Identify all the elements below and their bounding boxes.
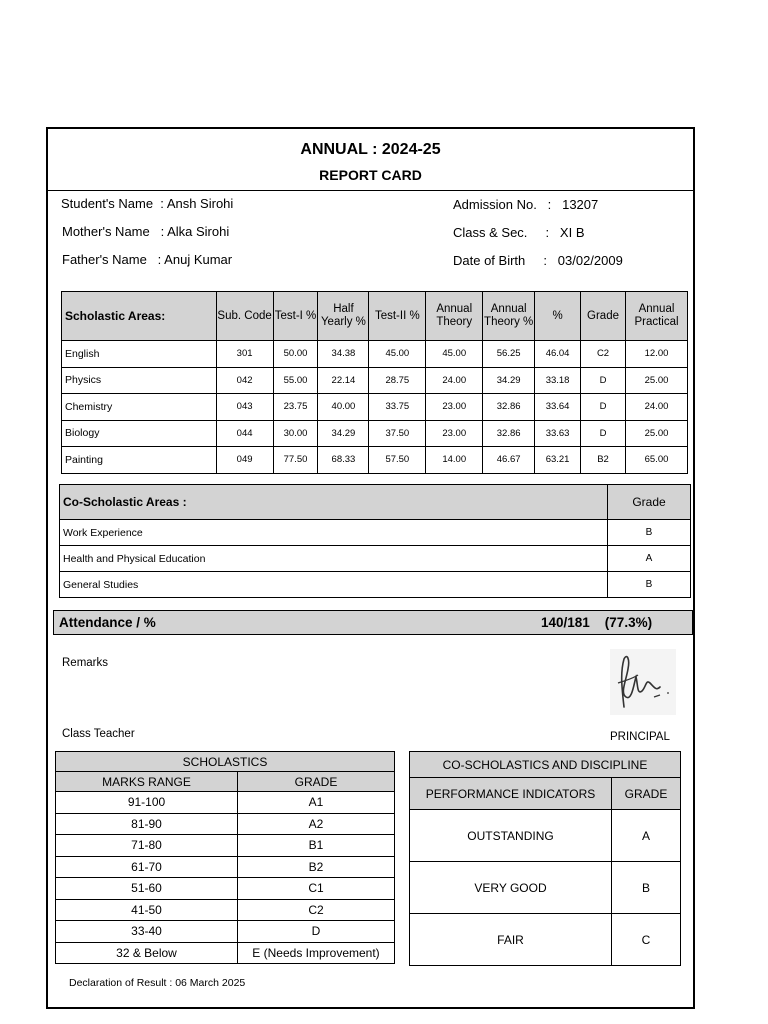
table-cell: 25.00: [626, 367, 688, 394]
table-cell: 77.50: [273, 447, 318, 474]
table-row: [56, 835, 395, 857]
grade-value: A: [612, 810, 681, 862]
table-row: [56, 921, 395, 943]
table-cell: 24.00: [426, 367, 483, 394]
table-cell: 63.21: [535, 447, 581, 474]
father-name: Father's Name : Anuj Kumar: [62, 252, 233, 267]
table-cell: 30.00: [273, 420, 318, 447]
header-cell: Annual Theory: [426, 292, 483, 341]
scale-title: SCHOLASTICS: [56, 752, 395, 772]
table-row: [56, 942, 395, 964]
table-cell: 301: [216, 341, 273, 368]
table-row: [62, 367, 688, 394]
scholastic-table: [61, 291, 688, 474]
table-row: [62, 420, 688, 447]
marks-range: 51-60: [56, 878, 238, 900]
table-row: [56, 813, 395, 835]
table-row: [56, 899, 395, 921]
header-cell: Sub. Code: [216, 292, 273, 341]
marks-range: 41-50: [56, 899, 238, 921]
table-cell: 044: [216, 420, 273, 447]
header-cell: Annual Practical: [626, 292, 688, 341]
admission-no: Admission No. : 13207: [453, 197, 599, 212]
table-cell: 25.00: [626, 420, 688, 447]
declaration-text: Declaration of Result : 06 March 2025: [69, 977, 246, 989]
table-row: [60, 520, 691, 546]
co-grade-header: Grade: [608, 485, 691, 520]
performance-indicator: OUTSTANDING: [410, 810, 612, 862]
co-scholastic-table: [59, 484, 691, 598]
table-cell: D: [581, 367, 626, 394]
table-cell: 65.00: [626, 447, 688, 474]
performance-indicator: VERY GOOD: [410, 862, 612, 914]
table-cell: 37.50: [369, 420, 426, 447]
grade-value: B: [612, 862, 681, 914]
table-cell: 46.67: [483, 447, 535, 474]
student-name: Student's Name : Ansh Sirohi: [61, 196, 234, 211]
table-cell: 32.86: [483, 394, 535, 421]
grade-value: E (Needs Improvement): [238, 942, 395, 964]
table-cell: 33.64: [535, 394, 581, 421]
marks-range: 33-40: [56, 921, 238, 943]
class-teacher-label: Class Teacher: [62, 728, 135, 740]
grade-value: C: [612, 914, 681, 966]
table-cell: 45.00: [426, 341, 483, 368]
table-row: [56, 878, 395, 900]
table-cell: 28.75: [369, 367, 426, 394]
marks-range: 61-70: [56, 856, 238, 878]
table-cell: 043: [216, 394, 273, 421]
co-area: Work Experience: [60, 520, 608, 546]
co-scholastic-grade-scale: [409, 751, 681, 966]
scale-header-row: [56, 772, 395, 792]
table-cell: 45.00: [369, 341, 426, 368]
table-cell: 23.75: [273, 394, 318, 421]
co-area: General Studies: [60, 572, 608, 598]
table-cell: 33.75: [369, 394, 426, 421]
grade-value: B2: [238, 856, 395, 878]
mother-name: Mother's Name : Alka Sirohi: [62, 224, 230, 239]
header-cell: Grade: [581, 292, 626, 341]
header-cell: Half Yearly %: [318, 292, 369, 341]
table-cell: D: [581, 394, 626, 421]
co-title: Co-Scholastic Areas :: [60, 485, 608, 520]
table-cell: 34.38: [318, 341, 369, 368]
marks-range: 71-80: [56, 835, 238, 857]
attendance-value: 140/181 (77.3%): [541, 615, 653, 630]
report-card: [46, 127, 695, 1009]
grade-value: C2: [238, 899, 395, 921]
performance-indicator: FAIR: [410, 914, 612, 966]
table-cell: 57.50: [369, 447, 426, 474]
marks-range: 32 & Below: [56, 942, 238, 964]
table-row: [410, 810, 681, 862]
table-cell: 12.00: [626, 341, 688, 368]
grade-value: D: [238, 921, 395, 943]
remarks-label: Remarks: [62, 657, 109, 669]
scale-header-row: [410, 778, 681, 810]
subject-cell: Biology: [62, 420, 217, 447]
principal-label: PRINCIPAL: [610, 731, 670, 743]
table-cell: 46.04: [535, 341, 581, 368]
table-cell: 34.29: [318, 420, 369, 447]
scale-col-header: PERFORMANCE INDICATORS: [410, 778, 612, 810]
header-cell: Scholastic Areas:: [62, 292, 217, 341]
header-cell: Annual Theory %: [483, 292, 535, 341]
grade-value: A1: [238, 792, 395, 814]
scale-title-row: [410, 752, 681, 778]
subject-cell: English: [62, 341, 217, 368]
table-row: [62, 394, 688, 421]
scale-col-header: MARKS RANGE: [56, 772, 238, 792]
grade-value: C1: [238, 878, 395, 900]
table-row: [60, 572, 691, 598]
subject-cell: Chemistry: [62, 394, 217, 421]
marks-range: 81-90: [56, 813, 238, 835]
table-cell: 33.18: [535, 367, 581, 394]
table-cell: D: [581, 420, 626, 447]
table-row: [62, 447, 688, 474]
table-cell: 50.00: [273, 341, 318, 368]
table-cell: 55.00: [273, 367, 318, 394]
table-cell: B2: [581, 447, 626, 474]
grade-value: A2: [238, 813, 395, 835]
table-cell: 56.25: [483, 341, 535, 368]
table-row: [410, 914, 681, 966]
table-cell: 32.86: [483, 420, 535, 447]
class-section: Class & Sec. : XI B: [453, 225, 585, 240]
principal-signature-icon: [610, 649, 676, 715]
report-card-title: REPORT CARD: [319, 167, 422, 183]
header-cell: Test-II %: [369, 292, 426, 341]
co-header-row: [60, 485, 691, 520]
table-row: [62, 341, 688, 368]
table-row: [410, 862, 681, 914]
table-cell: 23.00: [426, 420, 483, 447]
scholastic-grade-scale: [55, 751, 395, 964]
header-divider: [48, 190, 693, 191]
date-of-birth: Date of Birth : 03/02/2009: [453, 253, 623, 268]
scale-title: CO-SCHOLASTICS AND DISCIPLINE: [410, 752, 681, 778]
scale-col-header: GRADE: [612, 778, 681, 810]
marks-range: 91-100: [56, 792, 238, 814]
table-cell: 33.63: [535, 420, 581, 447]
grade-value: B1: [238, 835, 395, 857]
scale-title-row: [56, 752, 395, 772]
scale-col-header: GRADE: [238, 772, 395, 792]
table-cell: 042: [216, 367, 273, 394]
table-cell: 68.33: [318, 447, 369, 474]
table-cell: 22.14: [318, 367, 369, 394]
table-cell: 049: [216, 447, 273, 474]
table-cell: 14.00: [426, 447, 483, 474]
header-cell: Test-I %: [273, 292, 318, 341]
table-row: [60, 546, 691, 572]
attendance-bar: [53, 610, 693, 635]
co-area: Health and Physical Education: [60, 546, 608, 572]
table-cell: C2: [581, 341, 626, 368]
table-cell: 23.00: [426, 394, 483, 421]
scholastic-header-row: [62, 292, 688, 341]
session-title: ANNUAL : 2024-25: [300, 141, 441, 158]
co-grade: B: [608, 520, 691, 546]
table-cell: 34.29: [483, 367, 535, 394]
table-cell: 40.00: [318, 394, 369, 421]
attendance-label: Attendance / %: [59, 615, 156, 630]
co-grade: A: [608, 546, 691, 572]
subject-cell: Physics: [62, 367, 217, 394]
table-row: [56, 792, 395, 814]
subject-cell: Painting: [62, 447, 217, 474]
table-row: [56, 856, 395, 878]
header-cell: %: [535, 292, 581, 341]
co-grade: B: [608, 572, 691, 598]
table-cell: 24.00: [626, 394, 688, 421]
